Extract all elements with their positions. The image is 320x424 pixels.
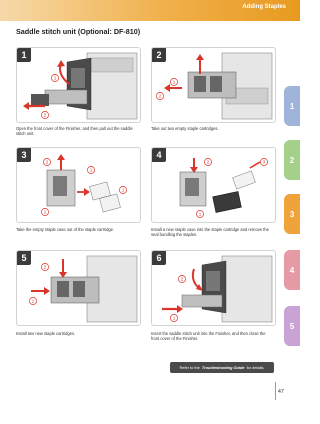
callout-label: 1 — [121, 187, 125, 193]
callout-label: 2 — [206, 159, 210, 165]
remove-staple-case-illustration — [17, 148, 140, 222]
step-3-caption: Take the empty staple case out of the staple cartridge. — [16, 227, 115, 232]
step-number: 5 — [17, 251, 31, 265]
step-1-caption: Open the front cover of the Finisher, and then pull out the saddle stitch unit. — [16, 126, 133, 137]
callout-label: 2 — [43, 264, 47, 270]
callout-label: 2 — [158, 93, 162, 99]
callout-label: 3 — [262, 159, 266, 165]
step-2-caption: Take out two empty staple cartridges. — [151, 126, 219, 131]
page-number: 47 — [277, 389, 284, 395]
remove-cartridges-illustration — [152, 48, 275, 122]
tab-label: 1 — [289, 101, 295, 111]
install-cartridges-illustration — [17, 251, 140, 325]
chapter-tab-1[interactable] — [284, 86, 300, 126]
close-cover-illustration — [152, 251, 275, 325]
step-3-illustration — [16, 147, 141, 223]
callout-label: 2 — [180, 276, 184, 282]
header-bar — [0, 0, 300, 21]
page-divider — [275, 382, 276, 400]
chapter-tab-2[interactable] — [284, 140, 300, 180]
callout-label: 1 — [198, 211, 202, 217]
callout-label: 1 — [89, 167, 93, 173]
finisher-open-cover-illustration — [17, 48, 140, 122]
callout-label: 1 — [172, 315, 176, 321]
step-number: 1 — [17, 48, 31, 62]
tab-label: 2 — [289, 155, 295, 165]
callout-label: 1 — [31, 298, 35, 304]
troubleshooting-guide-link[interactable]: Troubleshooting Guide — [201, 365, 245, 370]
chapter-tab-3[interactable] — [284, 194, 300, 234]
step-number: 3 — [17, 148, 31, 162]
step-5-illustration — [16, 250, 141, 326]
chapter-tab-4[interactable] — [284, 250, 300, 290]
callout-label: 1 — [172, 79, 176, 85]
step-number: 4 — [152, 148, 166, 162]
section-title: Saddle stitch unit (Optional: DF-810) — [16, 27, 141, 36]
callout-label: 2 — [45, 159, 49, 165]
step-4-caption: Install a new staple case into the staple cartridge and remove the seal bundling the staples. — [151, 227, 269, 238]
callout-label: 1 — [43, 209, 47, 215]
refer-note — [170, 362, 274, 373]
tab-label: 5 — [289, 321, 295, 331]
step-number: 6 — [152, 251, 166, 265]
install-staple-case-illustration — [152, 148, 275, 222]
step-6-illustration — [151, 250, 276, 326]
step-number: 2 — [152, 48, 166, 62]
step-5-caption: Install two new staple cartridges. — [16, 331, 76, 336]
step-2-illustration — [151, 47, 276, 123]
chapter-tab-5[interactable] — [284, 306, 300, 346]
callout-label: 1 — [53, 75, 57, 81]
refer-suffix: for details. — [246, 365, 265, 370]
step-4-illustration — [151, 147, 276, 223]
header-title: Adding Staples — [242, 4, 286, 10]
step-1-illustration — [16, 47, 141, 123]
step-6-caption: Insert the saddle stitch unit into the Finisher, and then close the front cover of the Finisher. — [151, 331, 266, 342]
tab-label: 3 — [289, 209, 295, 219]
callout-label: 2 — [43, 112, 47, 118]
refer-prefix: Refer to the — [179, 365, 200, 370]
tab-label: 4 — [289, 265, 295, 275]
